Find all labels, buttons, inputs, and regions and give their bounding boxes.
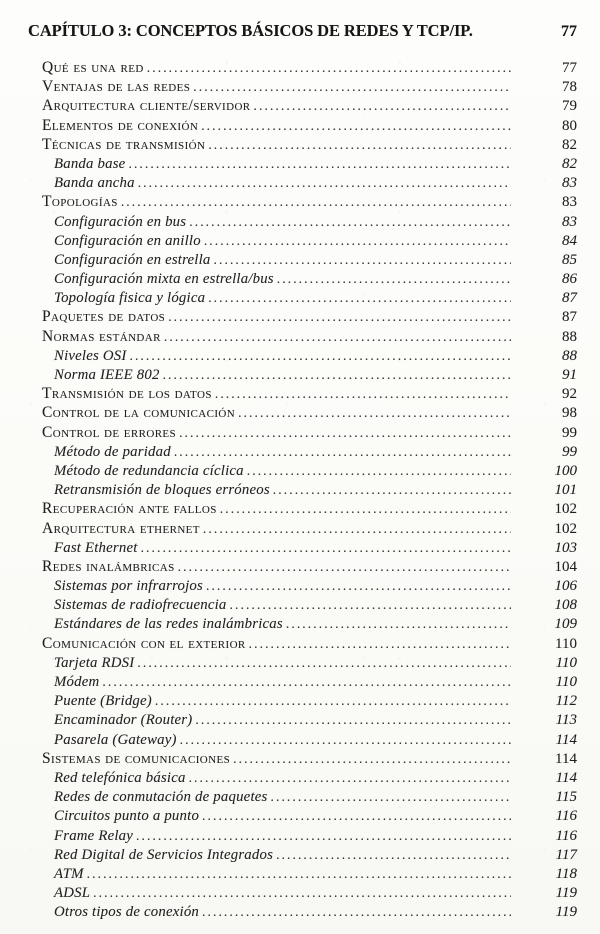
toc-entry-label: Control de la comunicación (42, 404, 236, 422)
toc-entry (28, 826, 577, 845)
toc-entry (28, 403, 577, 422)
toc-entry (28, 346, 577, 365)
toc-entry-label: Configuración en bus (54, 213, 187, 230)
toc-entry-label: Banda ancha (54, 175, 135, 192)
dot-leader (147, 58, 511, 77)
toc-entry (28, 442, 577, 461)
dot-leader (215, 384, 511, 403)
dot-leader (93, 883, 511, 902)
dot-leader (233, 749, 511, 768)
toc-entry (28, 96, 577, 115)
toc-entry-page: 119 (555, 904, 577, 921)
toc-list (0, 58, 600, 921)
toc-entry-page: 98 (562, 405, 577, 422)
dot-leader (277, 269, 511, 288)
toc-entry-label: Frame Relay (54, 827, 134, 844)
dot-leader (220, 499, 511, 518)
dot-leader (286, 614, 511, 633)
toc-entry-label: Elementos de conexión (42, 116, 199, 134)
toc-entry-label: Tarjeta RDSI (54, 654, 135, 671)
toc-entry (28, 749, 577, 768)
toc-entry (28, 499, 577, 518)
toc-entry (28, 192, 577, 211)
toc-entry (28, 614, 577, 633)
toc-entry (28, 883, 577, 902)
toc-entry-label: Transmisión de los datos (42, 385, 212, 403)
toc-entry-label: Módem (54, 674, 100, 690)
toc-entry (28, 806, 577, 825)
toc-entry-label: Sistemas de comunicaciones (42, 749, 231, 767)
toc-entry (28, 58, 577, 77)
toc-entry-label: Recuperación ante fallos (42, 500, 217, 518)
dot-leader (121, 192, 511, 211)
toc-entry-page: 83 (562, 175, 577, 192)
toc-entry (28, 634, 577, 653)
dot-leader (193, 77, 511, 96)
dot-leader (138, 173, 511, 192)
toc-entry-label: Qué es una red (42, 59, 144, 76)
dot-leader (168, 307, 511, 326)
toc-entry (28, 538, 577, 557)
toc-entry (28, 730, 577, 749)
dot-leader (276, 845, 511, 864)
toc-entry-page: 85 (562, 251, 577, 268)
dot-leader (214, 250, 511, 269)
toc-entry (28, 557, 577, 576)
toc-entry (28, 691, 577, 710)
toc-entry (28, 173, 577, 192)
toc-entry-page: 83 (562, 213, 577, 230)
chapter-heading-row (0, 0, 600, 44)
chapter-title: CAPÍTULO 3: CONCEPTOS BÁSICOS DE REDES Y TCP/IP. (28, 21, 473, 40)
dot-leader (208, 135, 511, 154)
dot-leader (178, 557, 511, 576)
toc-entry (28, 787, 577, 806)
toc-entry (28, 519, 577, 538)
toc-entry-label: Método de paridad (54, 443, 171, 460)
toc-entry-page: 80 (562, 117, 577, 134)
toc-entry-page: 91 (562, 367, 577, 383)
toc-entry (28, 77, 577, 96)
toc-entry (28, 423, 577, 442)
toc-entry-page: 110 (555, 635, 577, 652)
toc-entry-page: 78 (562, 79, 577, 96)
toc-entry (28, 595, 577, 614)
toc-entry-label: Fast Ethernet (54, 539, 138, 556)
dot-leader (189, 768, 511, 787)
dot-leader (202, 806, 511, 825)
toc-entry-label: Arquitectura cliente/servidor (42, 97, 251, 115)
toc-entry (28, 327, 577, 346)
dot-leader (102, 672, 511, 691)
toc-entry-page: 114 (555, 731, 577, 748)
toc-entry-label: Redes inalámbricas (42, 557, 175, 575)
toc-entry-page: 88 (562, 328, 577, 345)
toc-entry (28, 288, 577, 307)
dot-leader (174, 442, 511, 461)
dot-leader (164, 327, 511, 346)
dot-leader (141, 538, 511, 557)
dot-leader (249, 634, 511, 653)
dot-leader (230, 595, 511, 614)
dot-leader (203, 519, 511, 538)
dot-leader (128, 154, 511, 173)
toc-entry-label: Sistemas por infrarrojos (54, 578, 203, 595)
toc-entry-page: 119 (555, 885, 577, 902)
toc-entry-page: 99 (562, 424, 577, 441)
toc-entry-label: Topologías (42, 193, 118, 211)
toc-entry (28, 902, 577, 921)
toc-entry-page: 115 (555, 789, 577, 806)
toc-entry (28, 384, 577, 403)
dot-leader (201, 116, 511, 135)
toc-entry-page: 109 (554, 616, 577, 633)
toc-entry-label: Arquitectura ethernet (42, 519, 200, 537)
chapter-page-number: 77 (561, 23, 577, 40)
toc-entry-label: Configuración mixta en estrella/bus (54, 271, 274, 288)
toc-entry-label: Retransmisión de bloques erróneos (54, 482, 270, 499)
toc-entry-label: Configuración en anillo (54, 232, 201, 249)
toc-entry-label: Redes de conmutación de paquetes (54, 789, 268, 806)
toc-entry-page: 77 (562, 60, 577, 76)
dot-leader (136, 826, 511, 845)
toc-entry-label: Puente (Bridge) (54, 693, 152, 710)
toc-entry-label: Estándares de las redes inalámbricas (54, 616, 283, 633)
dot-leader (129, 346, 511, 365)
toc-entry-page: 83 (562, 194, 577, 211)
dot-leader (254, 96, 511, 115)
toc-entry (28, 307, 577, 326)
dot-leader (202, 902, 511, 921)
toc-entry-page: 101 (554, 482, 577, 499)
toc-entry-label: Pasarela (Gateway) (54, 731, 177, 748)
toc-entry-label: Configuración en estrella (54, 251, 211, 268)
toc-entry-label: Red Digital de Servicios Integrados (54, 846, 274, 863)
toc-entry-page: 88 (562, 347, 577, 364)
dot-leader (271, 787, 512, 806)
dot-leader (247, 461, 511, 480)
toc-entry-page: 117 (555, 846, 577, 863)
dot-leader (87, 864, 511, 883)
toc-entry-page: 99 (562, 443, 577, 460)
toc-entry-page: 110 (555, 654, 577, 671)
dot-leader (189, 212, 511, 231)
dot-leader (163, 365, 511, 384)
toc-entry (28, 135, 577, 154)
toc-entry (28, 864, 577, 883)
dot-leader (238, 403, 511, 422)
toc-entry-page: 116 (555, 808, 577, 825)
toc-entry (28, 768, 577, 787)
toc-entry-label: Paquetes de datos (42, 308, 166, 326)
toc-entry-page: 100 (554, 462, 577, 479)
toc-entry-label: ADSL (54, 885, 91, 902)
toc-entry (28, 480, 577, 499)
toc-entry-page: 104 (554, 558, 577, 575)
toc-entry-label: Norma IEEE 802 (54, 367, 160, 383)
toc-entry (28, 653, 577, 672)
toc-entry (28, 710, 577, 729)
toc-entry-label: ATM (54, 865, 84, 882)
toc-entry (28, 269, 577, 288)
toc-entry-label: Ventajas de las redes (42, 78, 191, 96)
toc-entry-page: 114 (555, 769, 577, 786)
toc-entry (28, 845, 577, 864)
toc-entry-label: Banda base (54, 155, 126, 172)
toc-entry-label: Comunicación con el exterior (42, 634, 246, 652)
toc-entry-label: Red telefónica básica (54, 769, 186, 786)
toc-entry-page: 110 (555, 674, 577, 690)
toc-entry-page: 79 (562, 98, 577, 115)
toc-entry (28, 365, 577, 384)
dot-leader (180, 730, 511, 749)
dot-leader (206, 576, 511, 595)
dot-leader (273, 480, 511, 499)
toc-entry (28, 116, 577, 135)
toc-entry-page: 103 (554, 539, 577, 556)
toc-entry-page: 84 (562, 232, 577, 249)
toc-entry-page: 114 (555, 750, 577, 767)
toc-entry-page: 113 (555, 712, 577, 729)
toc-entry-page: 102 (554, 520, 577, 537)
toc-entry-page: 112 (555, 693, 577, 710)
toc-entry (28, 231, 577, 250)
toc-entry-page: 116 (555, 827, 577, 844)
dot-leader (204, 231, 511, 250)
toc-entry (28, 212, 577, 231)
toc-entry (28, 576, 577, 595)
toc-entry-page: 102 (554, 501, 577, 518)
toc-entry-page: 106 (554, 578, 577, 595)
toc-entry-page: 92 (562, 386, 577, 403)
toc-entry (28, 250, 577, 269)
toc-entry-page: 82 (562, 136, 577, 153)
toc-entry-label: Control de errores (42, 423, 177, 441)
toc-entry-page: 118 (555, 865, 577, 882)
toc-entry-label: Niveles OSI (54, 347, 127, 364)
toc-entry-page: 82 (562, 155, 577, 172)
toc-entry-label: Sistemas de radiofrecuencia (54, 597, 227, 614)
toc-entry-label: Normas estándar (42, 327, 161, 345)
dot-leader (137, 653, 511, 672)
toc-entry-page: 108 (554, 597, 577, 614)
dot-leader (208, 288, 511, 307)
toc-entry-page: 87 (562, 290, 577, 307)
dot-leader (195, 710, 511, 729)
toc-entry (28, 154, 577, 173)
toc-entry-label: Circuitos punto a punto (54, 808, 200, 825)
toc-entry-label: Encaminador (Router) (54, 712, 193, 729)
toc-entry (28, 461, 577, 480)
dot-leader (155, 691, 511, 710)
toc-entry-label: Técnicas de transmisión (42, 135, 206, 153)
toc-entry-label: Otros tipos de conexión (54, 904, 200, 921)
toc-entry-label: Topología fisica y lógica (54, 290, 206, 307)
toc-entry-page: 86 (562, 271, 577, 288)
toc-entry-label: Método de redundancia cíclica (54, 462, 244, 479)
dot-leader (179, 423, 511, 442)
toc-entry-page: 87 (562, 309, 577, 326)
toc-entry (28, 672, 577, 691)
